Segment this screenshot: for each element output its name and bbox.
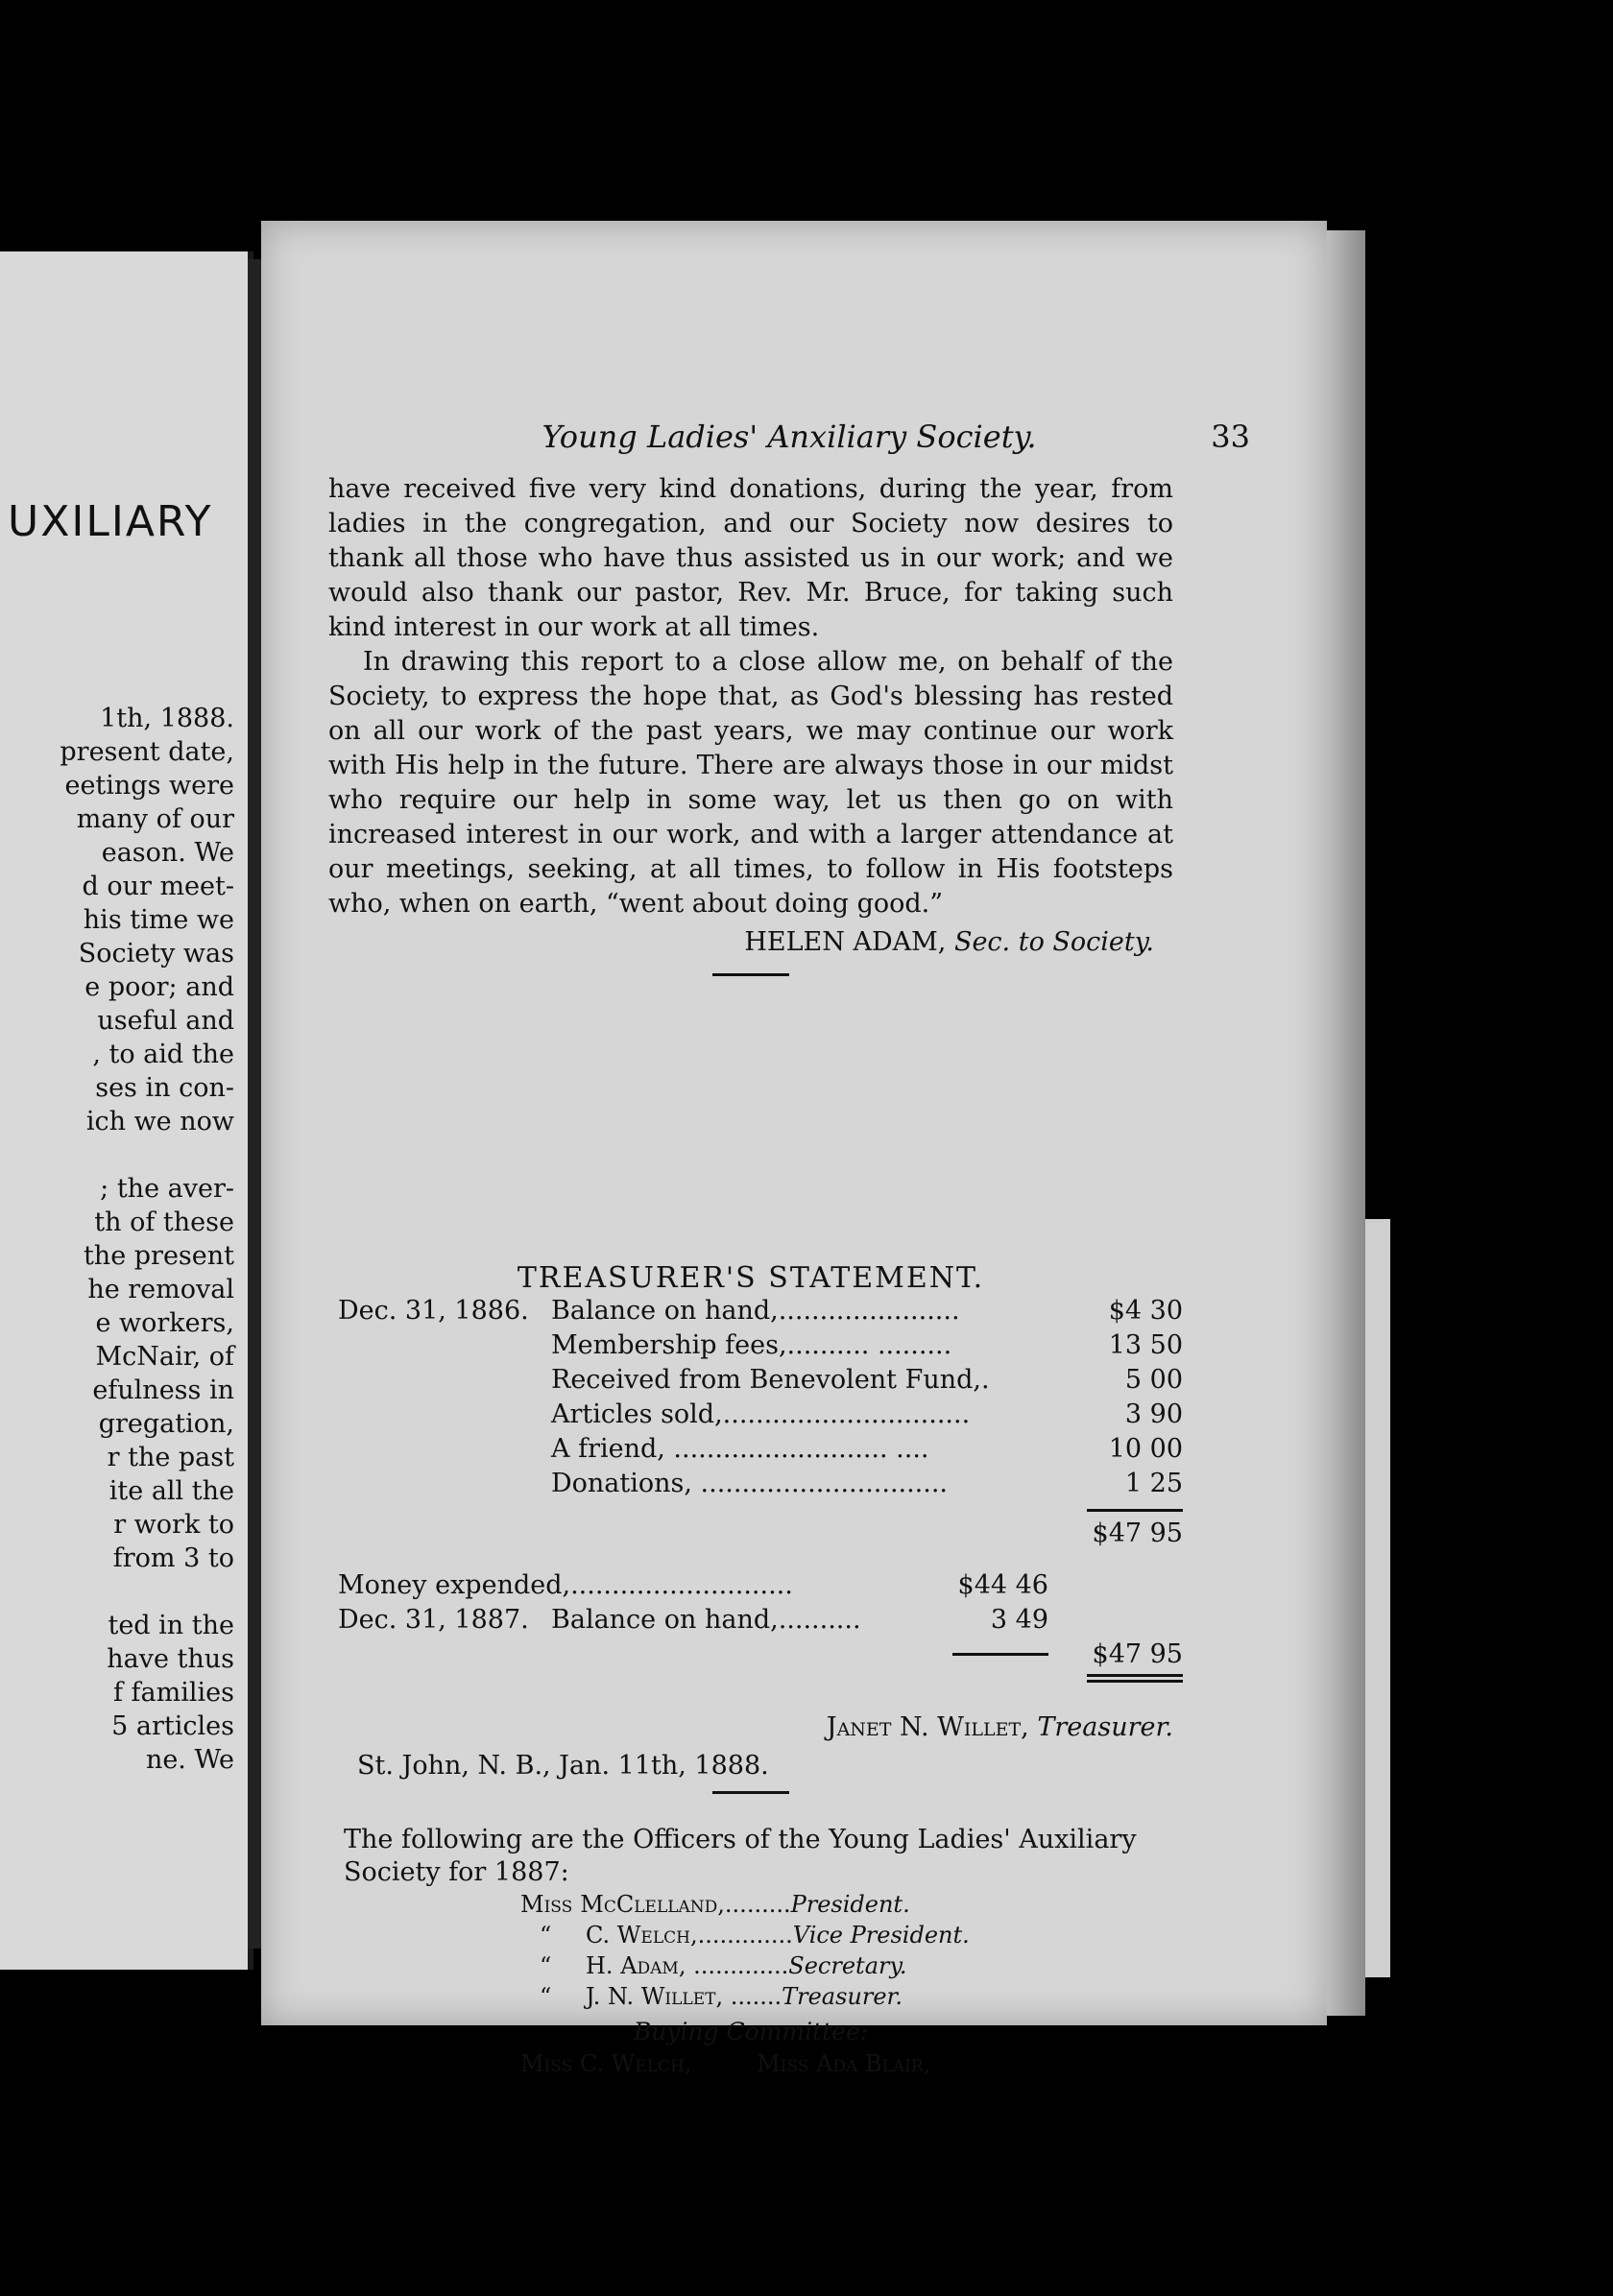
officer-role: Treasurer.	[782, 1983, 903, 2010]
officer-role: President.	[790, 1891, 910, 1918]
left-page	[0, 251, 253, 1970]
officer-name: McClelland,.........	[580, 1891, 791, 1918]
paragraph-1: have received five very kind donations, during the year, from ladies in the congregation, and our Society now desires to thank all those who have thus assisted us in our work; and we would also thank our pastor, Rev. Mr. Bruce, for taking such kind interest in our work at all times.	[328, 474, 1173, 642]
ledger-row	[338, 1296, 1183, 1330]
left-page-line: from 3 to	[112, 1543, 234, 1573]
expended-amount: $44 46	[957, 1570, 1048, 1600]
left-page-line: eetings were	[64, 771, 234, 801]
left-page-line: th of these	[94, 1208, 234, 1237]
officer-name: J. N. Willet, .......	[586, 1983, 782, 2010]
buying-committee-title: Buying Committee:	[633, 2018, 869, 2045]
officers-list	[520, 1891, 970, 2014]
officer-prefix: Miss	[520, 1891, 573, 1918]
ledger-amount: 3 90	[1124, 1399, 1183, 1429]
running-head: Young Ladies' Anxiliary Society.	[542, 419, 1037, 455]
left-page-heading: UXILIARY	[8, 497, 213, 546]
officers-intro: The following are the Officers of the Young Ladies' Auxiliary Society for 1887:	[344, 1825, 1137, 1887]
left-page-line: r work to	[113, 1510, 234, 1540]
officer-row	[520, 1983, 970, 2014]
officer-name: C. Welch,.............	[586, 1922, 793, 1949]
divider-2	[328, 1791, 1173, 1794]
committee-member: Miss Ada Blair,	[757, 2050, 931, 2077]
left-page-line: ich we now	[85, 1107, 234, 1136]
place-date: St. John, N. B., Jan. 11th, 1888.	[357, 1751, 769, 1781]
left-page-line: many of our	[76, 804, 234, 834]
officer-row	[520, 1922, 970, 1952]
left-page-line: gregation,	[98, 1409, 234, 1439]
ledger-row	[338, 1434, 1183, 1469]
officer-name: H. Adam, .............	[586, 1952, 789, 1979]
left-page-line: d our meet-	[82, 872, 234, 901]
ledger-label: Balance on hand,......................	[551, 1296, 960, 1326]
right-page	[261, 221, 1327, 2077]
secretary-signature	[328, 925, 1154, 960]
left-page-line: , to aid the	[92, 1040, 234, 1069]
officer-prefix: “	[540, 1983, 552, 2010]
ledger-row	[338, 1330, 1183, 1365]
treasurer-statement-title: TREASURER'S STATEMENT.	[517, 1261, 985, 1295]
ledger-total-2	[338, 1639, 1183, 1674]
officer-row	[520, 1891, 970, 1922]
divider	[712, 973, 789, 976]
ledger-label: Donations, ..............................	[551, 1469, 949, 1498]
left-page-line: he removal	[87, 1275, 234, 1304]
treasurer-name: Janet N. Willet,	[826, 1712, 1029, 1742]
left-page-line: have thus	[107, 1644, 234, 1674]
left-page-line: ted in the	[108, 1611, 234, 1640]
left-page-line: ses in con-	[95, 1073, 234, 1103]
left-page-line: efulness in	[92, 1375, 234, 1405]
officer-role: Secretary.	[788, 1952, 907, 1979]
left-page-line: present date,	[60, 737, 234, 767]
left-page-line: 1th, 1888.	[100, 704, 234, 733]
paragraph-2: In drawing this report to a close allow me, on behalf of the Society, to express the hope that, as God's blessing has rested on all our work of the past years, we may continue our work with His help in the future. There are always those in our midst who require our help in some way, let us then go on with increased interest in our work, and with a larger attendance at our meetings, seeking, at all times, to follow in His footsteps who, when on earth, “went about doing good.”	[328, 647, 1173, 919]
left-page-line: McNair, of	[95, 1342, 234, 1372]
left-page-line: ; the aver-	[100, 1174, 234, 1204]
ledger-date: Dec. 31, 1886.	[338, 1296, 529, 1326]
ledger-amount: $4 30	[1108, 1296, 1183, 1326]
left-page-line: r the past	[107, 1443, 234, 1472]
officer-role: Vice President.	[792, 1922, 970, 1949]
ledger-row	[338, 1365, 1183, 1399]
left-page-line: eason. We	[101, 838, 234, 868]
left-page-line: his time we	[83, 905, 234, 935]
ledger-label: Articles sold,..............................	[551, 1399, 971, 1429]
page-edge-lower	[1365, 1219, 1390, 1977]
total-amount-1: $47 95	[1092, 1519, 1183, 1548]
page-number: 33	[1211, 419, 1250, 455]
ledger-row	[338, 1469, 1183, 1503]
treasurer-ledger	[338, 1296, 1183, 1684]
book-spine	[248, 259, 261, 1949]
total-amount-2: $47 95	[1092, 1639, 1183, 1669]
balance-amount: 3 49	[990, 1605, 1048, 1635]
officer-prefix: “	[540, 1952, 552, 1979]
ledger-subtotal-rule	[338, 1503, 1183, 1519]
officer-prefix: “	[540, 1922, 552, 1949]
ledger-amount: 1 25	[1124, 1469, 1183, 1498]
treasurer-role: Treasurer.	[1037, 1712, 1173, 1742]
expended-label: Money expended,...........................	[338, 1570, 793, 1600]
report-text	[328, 472, 1173, 990]
balance-label: Balance on hand,..........	[551, 1605, 861, 1635]
ledger-expended-row	[338, 1570, 1183, 1605]
left-page-line: f families	[112, 1678, 234, 1708]
left-page-line: ite all the	[108, 1476, 234, 1506]
treasurer-signature	[328, 1712, 1173, 1742]
left-page-line: the present	[83, 1241, 234, 1271]
buying-committee-members	[520, 2050, 988, 2077]
ledger-balance-row	[338, 1605, 1183, 1639]
left-page-line: e poor; and	[84, 972, 234, 1002]
left-page-line: Society was	[78, 939, 234, 969]
officer-row	[520, 1952, 970, 1983]
ledger-amount: 13 50	[1108, 1330, 1183, 1360]
ledger-label: Received from Benevolent Fund,.	[551, 1365, 990, 1395]
committee-member: Miss C. Welch,	[520, 2050, 692, 2077]
left-page-line: ne. We	[145, 1745, 234, 1775]
left-page-line: useful and	[97, 1006, 234, 1036]
ledger-amount: 5 00	[1124, 1365, 1183, 1395]
page-edge	[1327, 230, 1365, 2016]
ledger-label: Membership fees,.......... .........	[551, 1330, 952, 1360]
left-page-line: e workers,	[95, 1308, 234, 1338]
ledger-amount: 10 00	[1108, 1434, 1183, 1464]
ledger-label: A friend, .......................... ....	[551, 1434, 929, 1464]
secretary-title: Sec. to Society.	[953, 927, 1154, 957]
ledger-row	[338, 1399, 1183, 1434]
balance-date: Dec. 31, 1887.	[338, 1605, 529, 1635]
ledger-total-1	[338, 1519, 1183, 1553]
left-page-line: 5 articles	[111, 1711, 234, 1741]
secretary-name: HELEN ADAM,	[744, 927, 947, 957]
